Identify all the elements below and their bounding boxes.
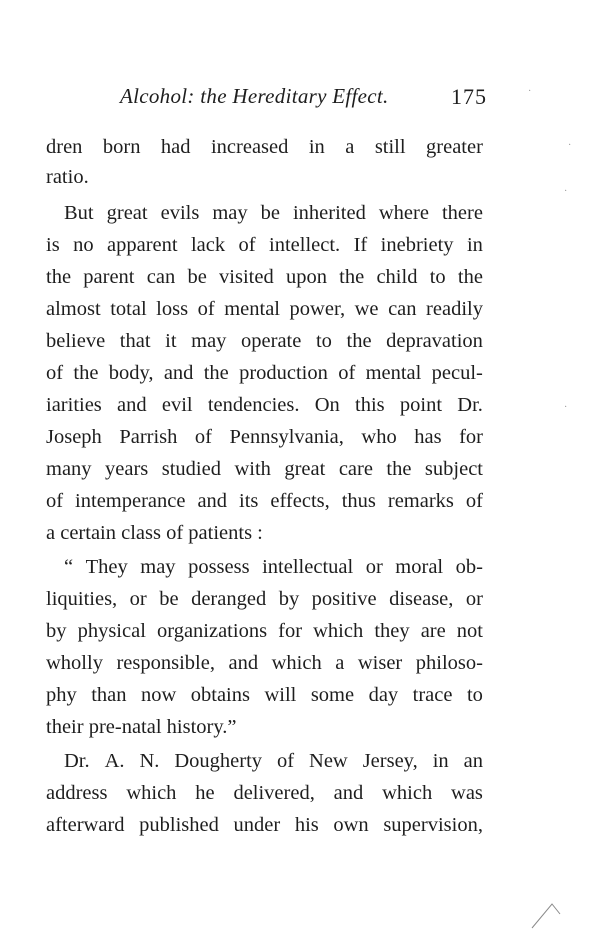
text-line: is no apparent lack of intellect. If inebriety in xyxy=(46,234,483,256)
text-line: iarities and evil tendencies. On this point Dr. xyxy=(46,394,483,416)
text-line: by physical organizations for which they are not xyxy=(46,620,483,642)
text-line: ratio. xyxy=(46,166,89,188)
text-line: of intemperance and its effects, thus remarks of xyxy=(46,490,483,512)
margin-speck: · xyxy=(564,402,568,413)
text-line: “ They may possess intellectual or moral ob- xyxy=(64,556,483,578)
text-line: address which he delivered, and which was xyxy=(46,782,483,804)
text-line: believe that it may operate to the depravation xyxy=(46,330,483,352)
text-line: afterward published under his own supervision, xyxy=(46,814,483,836)
text-line: many years studied with great care the subject xyxy=(46,458,483,480)
text-line: dren born had increased in a still greater xyxy=(46,136,483,158)
margin-speck: · xyxy=(568,140,572,151)
text-line: Dr. A. N. Dougherty of New Jersey, in an xyxy=(64,750,483,772)
page-number: 175 xyxy=(451,84,487,109)
text-line: phy than now obtains will some day trace to xyxy=(46,684,483,706)
text-line: their pre-natal history.” xyxy=(46,716,237,738)
running-title: Alcohol: the Hereditary Effect. xyxy=(120,84,389,108)
running-header xyxy=(0,84,600,114)
text-line: wholly responsible, and which a wiser philoso- xyxy=(46,652,483,674)
margin-speck: · xyxy=(528,86,532,97)
margin-speck: · xyxy=(564,186,568,197)
text-line: of the body, and the production of mental pecul- xyxy=(46,362,483,384)
text-line: But great evils may be inherited where there xyxy=(64,202,483,224)
text-line: Joseph Parrish of Pennsylvania, who has for xyxy=(46,426,483,448)
text-line: almost total loss of mental power, we can readily xyxy=(46,298,483,320)
text-line: the parent can be visited upon the child to the xyxy=(46,266,483,288)
page-corner-mark xyxy=(528,898,562,930)
text-line: a certain class of patients : xyxy=(46,522,263,544)
text-line: liquities, or be deranged by positive disease, or xyxy=(46,588,483,610)
